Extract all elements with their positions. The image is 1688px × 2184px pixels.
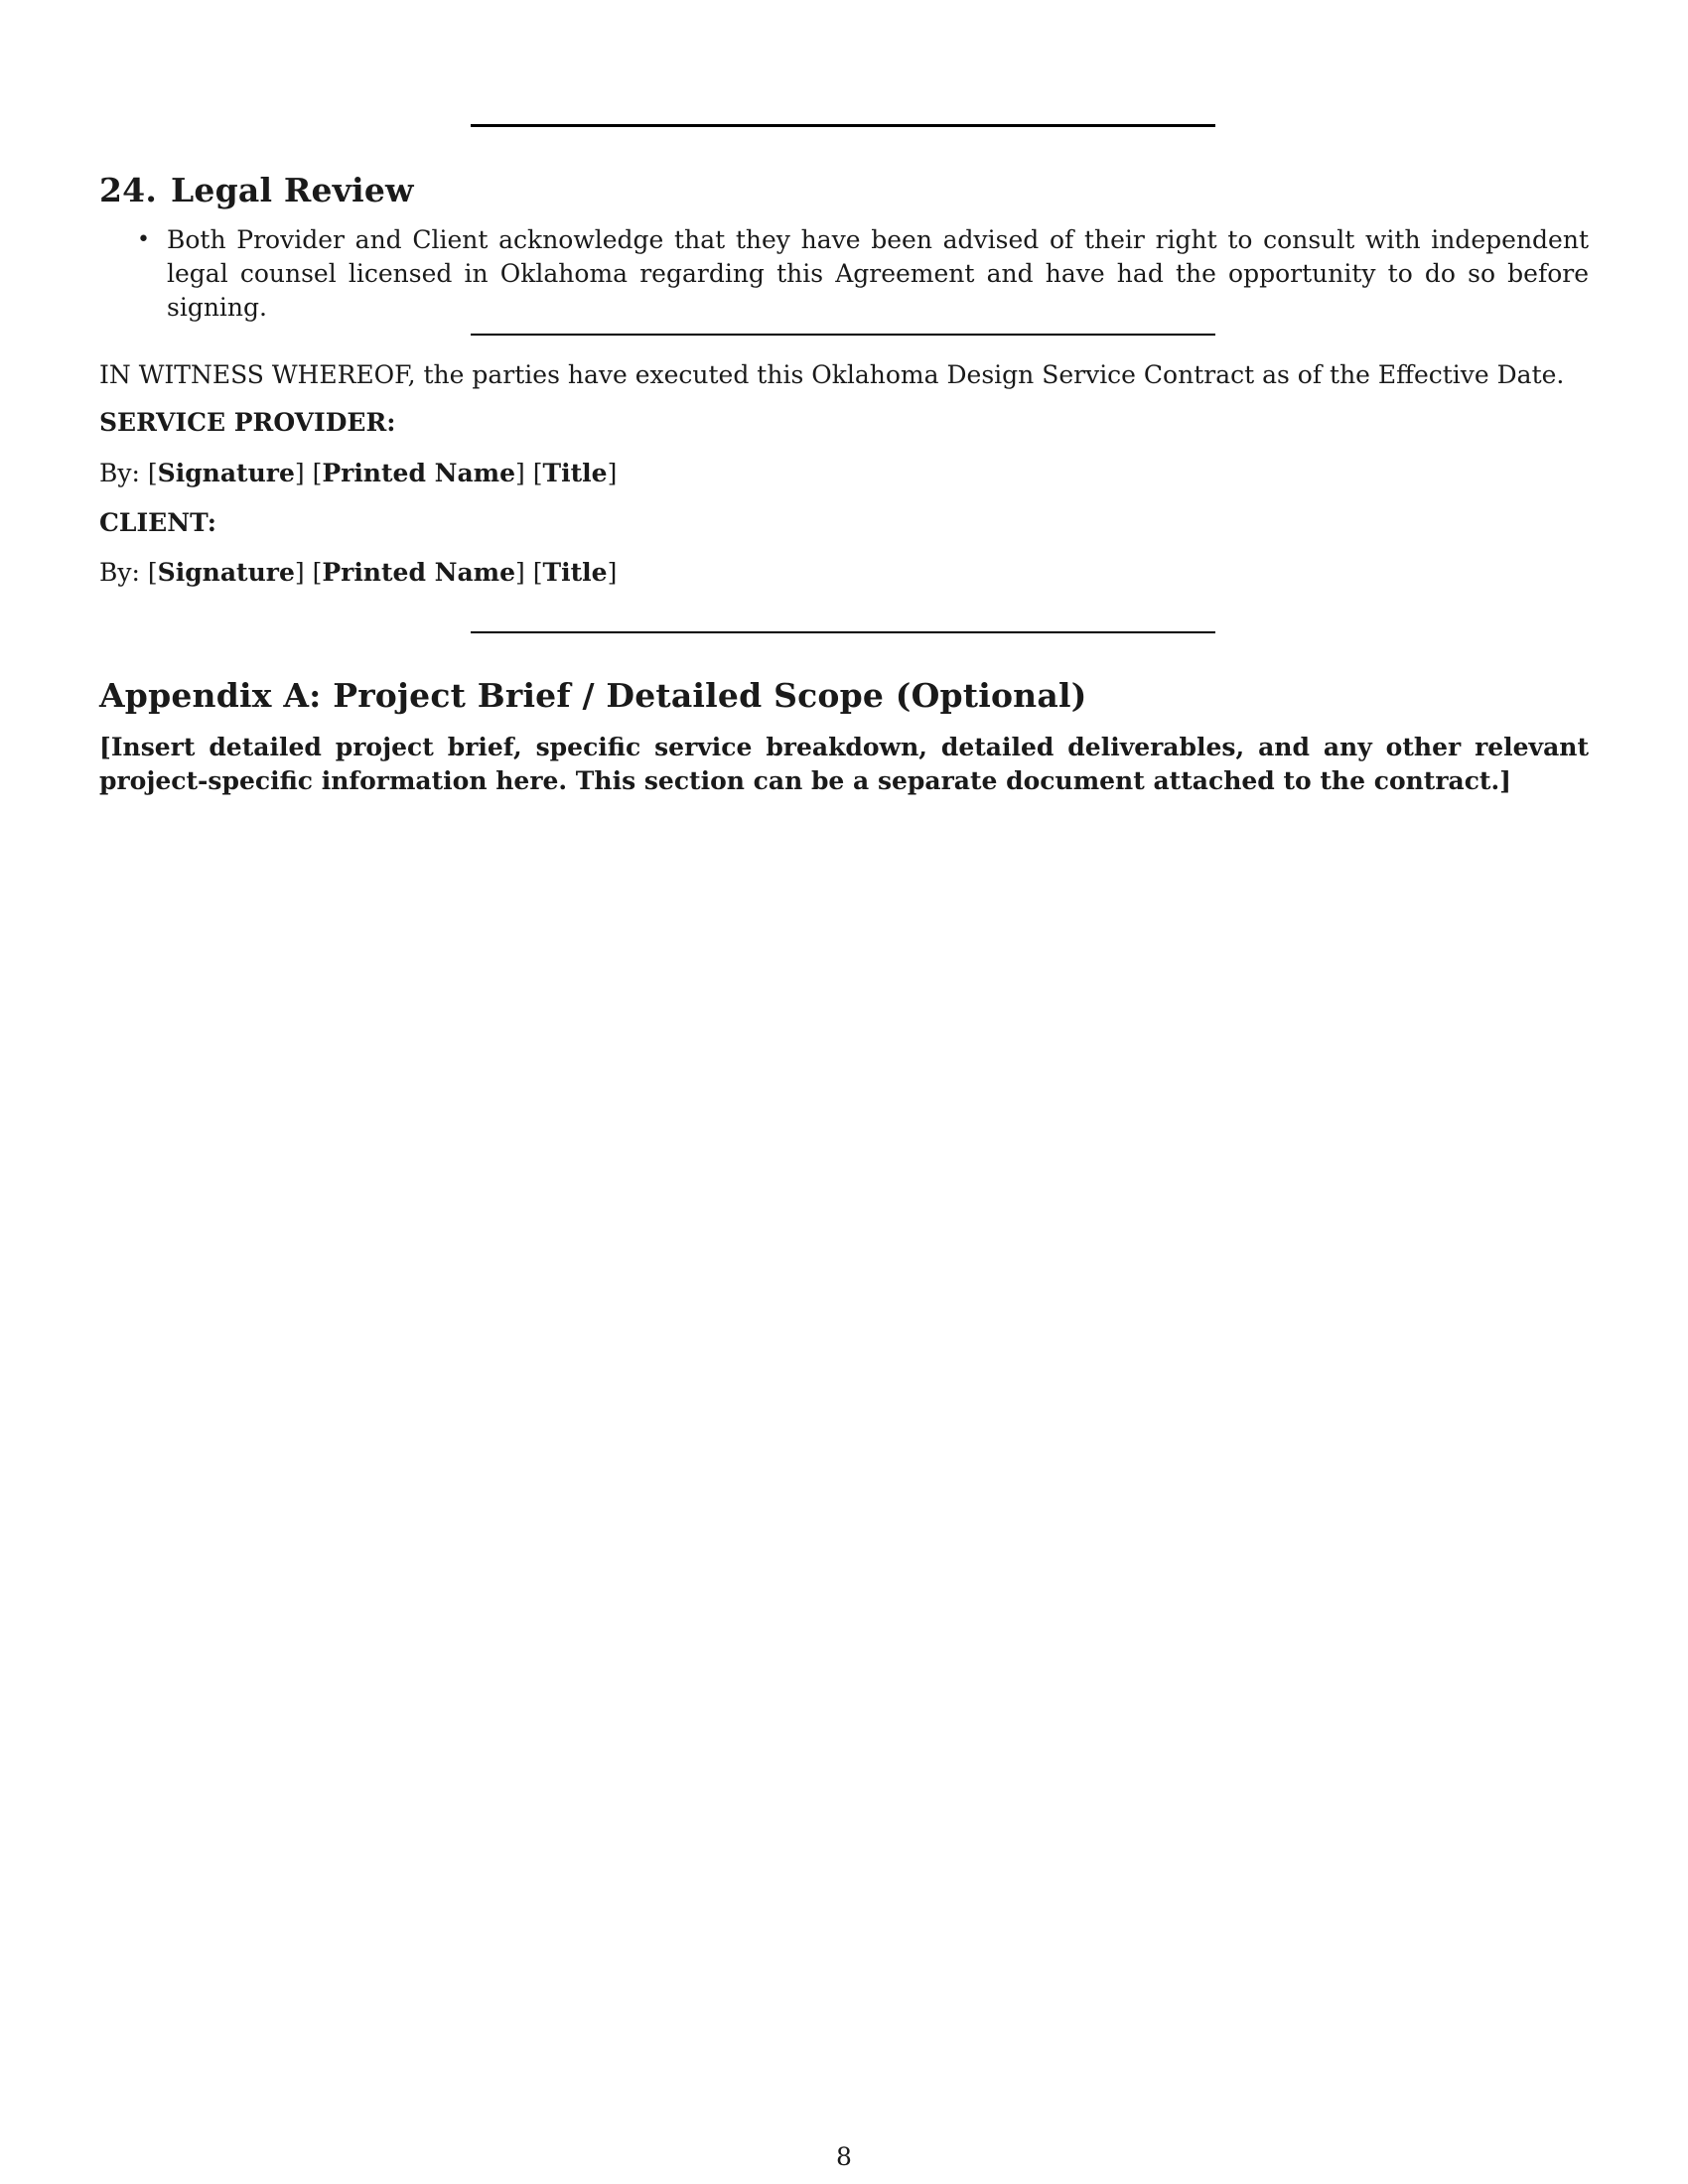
divider-before-appendix bbox=[471, 631, 1215, 633]
client-signature-heading: CLIENT: bbox=[99, 508, 217, 537]
bullet-icon: • bbox=[137, 227, 150, 252]
signature-placeholder: Signature bbox=[157, 558, 295, 587]
legal-review-bullet bbox=[99, 223, 1589, 325]
witness-statement: IN WITNESS WHEREOF, the parties have executed this Oklahoma Design Service Contract as of the Effective Date. bbox=[99, 360, 1565, 389]
page-number: 8 bbox=[836, 2142, 852, 2171]
appendix-a-placeholder-text: [Insert detailed project brief, specific service breakdown, detailed deliverables, and any other relevant project-specific information here. This section can be a separate document attached to the contract.] bbox=[99, 733, 1589, 795]
client-signature-line: By: [Signature] [Printed Name] [Title] bbox=[99, 558, 618, 587]
divider-after-section-24 bbox=[471, 334, 1215, 336]
section-24-heading bbox=[99, 171, 414, 209]
by-label: By: bbox=[99, 558, 140, 587]
title-placeholder: Title bbox=[542, 459, 608, 487]
title-placeholder: Title bbox=[542, 558, 608, 587]
appendix-a-heading: Appendix A: Project Brief / Detailed Scope (Optional) bbox=[99, 676, 1087, 715]
provider-signature-heading: SERVICE PROVIDER: bbox=[99, 408, 396, 437]
section-24-title: Legal Review bbox=[171, 171, 414, 209]
printed-name-placeholder: Printed Name bbox=[322, 558, 516, 587]
by-label: By: bbox=[99, 459, 140, 487]
printed-name-placeholder: Printed Name bbox=[322, 459, 516, 487]
section-24-number: 24. bbox=[99, 171, 158, 209]
provider-signature-line: By: [Signature] [Printed Name] [Title] bbox=[99, 459, 618, 487]
top-divider bbox=[471, 124, 1215, 127]
document-page bbox=[99, 0, 1589, 2184]
legal-review-text: Both Provider and Client acknowledge that they have been advised of their right to consult with independent legal counsel licensed in Oklahoma regarding this Agreement and have had the opportunity to do so before signing. bbox=[167, 225, 1589, 322]
signature-placeholder: Signature bbox=[157, 459, 295, 487]
